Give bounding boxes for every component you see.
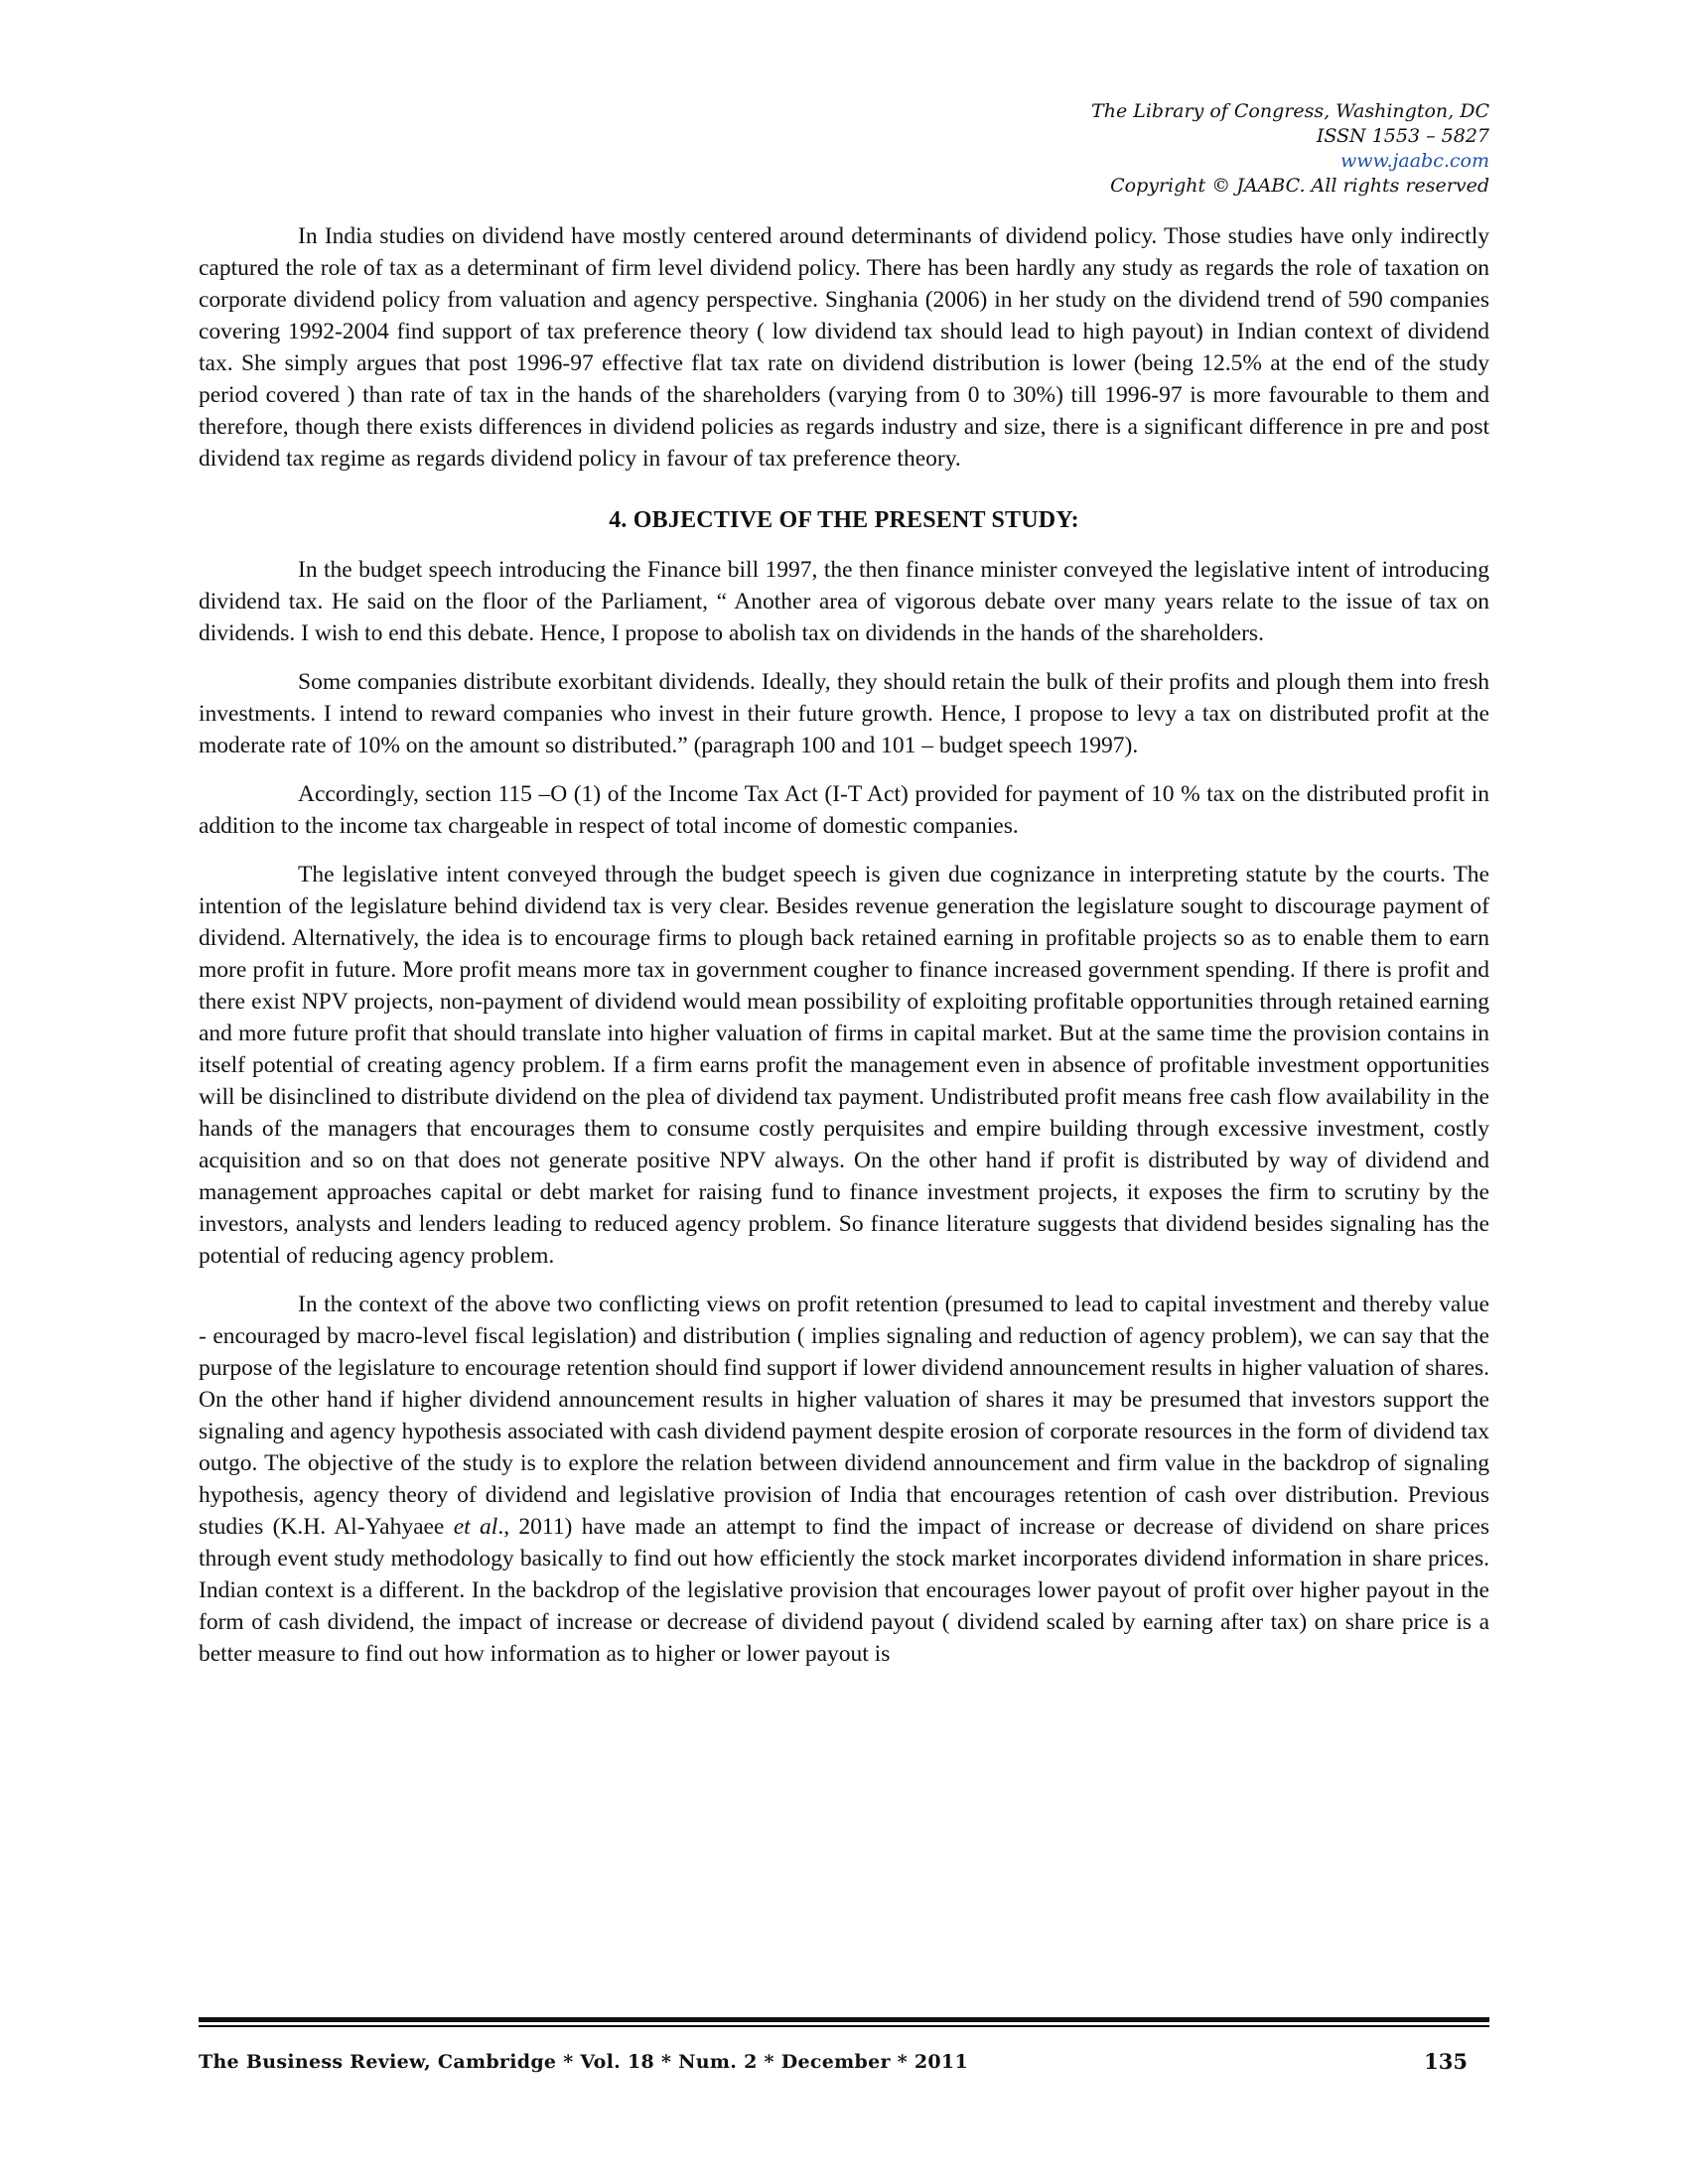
paragraph-singhania: In India studies on dividend have mostly centered around determinants of dividend policy. Those studies have only indirectly captured the role of tax as a determinant of firm level dividend policy. There has been hardly any study as regards the role of taxation on corporate dividend policy from valuation and agency perspective. Singhania (2006) in her study on the dividend trend of 590 companies covering 1992-2004 find support of tax preference theory ( low dividend tax should lead to high payout) in Indian context of dividend tax. She simply argues that post 1996-97 effective flat tax rate on dividend distribution is lower (being 12.5% at the end of the study period covered ) than rate of tax in the hands of the shareholders (varying from 0 to 30%) till 1996-97 is more favourable to them and therefore, though there exists differences in dividend policies as regards industry and size, there is a significant difference in pre and post dividend tax regime as regards dividend policy in favour of tax preference theory. bbox=[199, 223, 1489, 472]
paragraph-conflicting-views bbox=[199, 1289, 1489, 1670]
header-library: The Library of Congress, Washington, DC bbox=[1091, 100, 1489, 122]
paragraph-budget-speech: In the budget speech introducing the Finance bill 1997, the then finance minister conveyed the legislative intent of introducing dividend tax. He said on the floor of the Parliament, “ Another area of vigorous debate over many years relate to the issue of tax on dividends. I wish to end this debate. Hence, I propose to abolish tax on dividends in the hands of the shareholders. bbox=[199, 557, 1489, 646]
header-issn: ISSN 1553 – 5827 bbox=[1316, 125, 1489, 147]
footer-rule-thick bbox=[199, 2017, 1489, 2022]
header-website-link[interactable]: www.jaabc.com bbox=[1339, 150, 1489, 172]
paragraph-text-part1: In the context of the above two conflicting views on profit retention (presumed to lead to capital investment and thereby value - encouraged by macro-level fiscal legislation) and distribution ( implies signaling and reduction of agency problem), we can say that the purpose of the legislature to encourage retention should find support if lower dividend announcement results in higher valuation of shares. On the other hand if higher dividend announcement results in higher valuation of shares it may be presumed that investors support the signaling and agency hypothesis associated with cash dividend payment despite erosion of corporate resources in the form of dividend tax outgo. The objective of the study is to explore the relation between dividend announcement and firm value in the backdrop of signaling hypothesis, agency theory of dividend and legislative provision of India that encourages retention of cash over distribution. Previous studies (K.H. Al-Yahyaee bbox=[199, 1292, 1489, 1540]
paragraph-text-part2: ., 2011) have made an attempt to find the impact of increase or decrease of dividend on share prices through event study methodology basically to find out how efficiently the stock market incorporates dividend information in share prices. Indian context is a different. In the backdrop of the legislative provision that encourages lower payout of profit over higher payout in the form of cash dividend, the impact of increase or decrease of dividend payout ( dividend scaled by earning after tax) on share price is a better measure to find out how information as to higher or lower payout is bbox=[199, 1514, 1489, 1667]
journal-header bbox=[1091, 99, 1489, 199]
header-copyright: Copyright © JAABC. All rights reserved bbox=[1110, 175, 1489, 197]
paragraph-exorbitant-dividends: Some companies distribute exorbitant dividends. Ideally, they should retain the bulk of their profits and plough them into fresh investments. I intend to reward companies who invest in their future growth. Hence, I propose to levy a tax on distributed profit at the moderate rate of 10% on the amount so distributed.” (paragraph 100 and 101 – budget speech 1997). bbox=[199, 669, 1489, 758]
footer-page-number: 135 bbox=[1424, 2049, 1468, 2074]
et-al-italic: et al bbox=[453, 1514, 498, 1540]
paragraph-section-115o: Accordingly, section 115 –O (1) of the Income Tax Act (I-T Act) provided for payment of 10 % tax on the distributed profit in addition to the income tax chargeable in respect of total income of domestic companies. bbox=[199, 781, 1489, 839]
footer-rule-thin bbox=[199, 2025, 1489, 2027]
section-heading: 4. OBJECTIVE OF THE PRESENT STUDY: bbox=[609, 507, 1079, 533]
paragraph-legislative-intent: The legislative intent conveyed through the budget speech is given due cognizance in interpreting statute by the courts. The intention of the legislature behind dividend tax is very clear. Besides revenue generation the legislature sought to discourage payment of dividend. Alternatively, the idea is to encourage firms to plough back retained earning in profitable projects so as to enable them to earn more profit in future. More profit means more tax in government cougher to finance increased government spending. If there is profit and there exist NPV projects, non-payment of dividend would mean possibility of exploiting profitable opportunities through retained earning and more future profit that should translate into higher valuation of firms in capital market. But at the same time the provision contains in itself potential of creating agency problem. If a firm earns profit the management even in absence of profitable investment opportunities will be disinclined to distribute dividend on the plea of dividend tax payment. Undistributed profit means free cash flow availability in the hands of the managers that encourages them to consume costly perquisites and empire building through excessive investment, costly acquisition and so on that does not generate positive NPV always. On the other hand if profit is distributed by way of dividend and management approaches capital or debt market for raising fund to finance investment projects, it exposes the firm to scrutiny by the investors, analysts and lenders leading to reduced agency problem. So finance literature suggests that dividend besides signaling has the potential of reducing agency problem. bbox=[199, 862, 1489, 1269]
article-body bbox=[199, 220, 1489, 1687]
footer-journal-info: The Business Review, Cambridge * Vol. 18 * Num. 2 * December * 2011 bbox=[199, 2051, 968, 2073]
